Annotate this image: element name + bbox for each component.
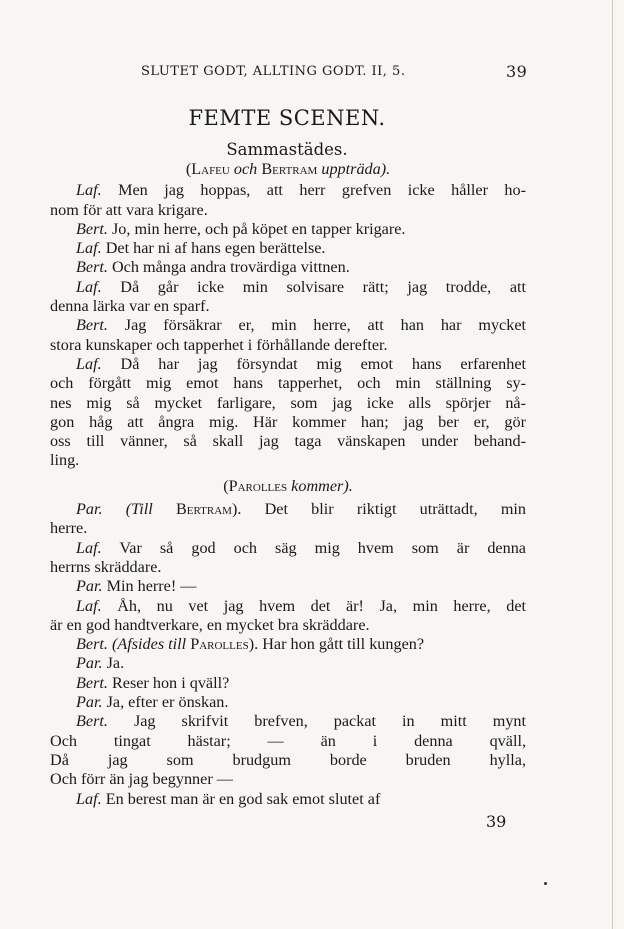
speaker-name: Bert. [76, 219, 108, 238]
dialogue-line [50, 519, 526, 538]
line-text: En berest man är en god sak emot slutet af [105, 789, 381, 808]
ink-speck [544, 882, 547, 885]
line-text: Det har ni af hans egen berättelse. [105, 239, 326, 258]
dialogue-line [50, 239, 526, 258]
speaker-name: Laf. [76, 789, 102, 808]
dialogue-line [50, 693, 526, 712]
speaker-name: Laf. [76, 538, 102, 557]
line-text: denna lärka var en sparf. [50, 297, 210, 316]
speaker-name: Bert. [76, 712, 108, 731]
line-text: nes mig så mycket farligare, som jag icke alls spörjer nå- [50, 393, 526, 412]
dialogue-line [50, 432, 526, 451]
speaker-name: Par. [76, 654, 103, 673]
dialogue-line [50, 220, 526, 239]
dialogue-line [50, 732, 526, 751]
dialogue-line [50, 577, 526, 596]
dialogue-line [50, 336, 526, 355]
dialogue-block-1 [50, 181, 526, 470]
line-text: och förgått mig emot hans tapperhet, och min ställning sy- [50, 374, 526, 393]
line-text: stora kunskaper och tapperhet i förhållande derefter. [50, 335, 388, 354]
line-text: Reser hon i qväll? [111, 673, 230, 692]
line-text: Min herre! — [106, 577, 197, 596]
speaker-name: Par. [76, 577, 103, 596]
footer-catchword: 39 [486, 812, 507, 831]
dialogue-line: Par. (Till Bertram). Det blir riktigt uträttadt, min [76, 500, 527, 519]
page-number: 39 [506, 62, 528, 81]
scene-text-block-1 [50, 160, 526, 809]
line-text: ling. [50, 451, 80, 470]
speaker-name: Bert. [76, 258, 108, 277]
line-text: herre. [50, 519, 88, 538]
stage-direction-parolles: (Parolles kommer). [223, 476, 353, 495]
dialogue-line [50, 597, 526, 616]
stage-direction-entrance: (Lafeu och Bertram uppträda). [185, 160, 391, 178]
speaker-name: Bert. [76, 635, 108, 654]
running-title: SLUTET GODT, ALLTING GODT. II, 5. [141, 64, 406, 79]
dialogue-line [50, 181, 526, 200]
line-text: är en god handtverkare, en mycket bra skräddare. [50, 615, 370, 634]
line-text: Men jag hoppas, att herr grefven icke håller ho- [118, 181, 526, 200]
dialogue-line [50, 258, 526, 277]
dialogue-line [50, 654, 526, 673]
speaker-name: Par. [76, 500, 103, 519]
dialogue-line [50, 374, 526, 393]
line-text: Och många andra trovärdiga vittnen. [111, 258, 350, 277]
speaker-name: Laf. [76, 596, 102, 615]
line-text: oss till vänner, så skall jag taga vänskapen under behand- [50, 432, 526, 451]
scene-title: FEMTE SCENEN. [188, 106, 386, 130]
dialogue-line [50, 278, 526, 297]
speaker-name: Bert. [76, 316, 108, 335]
line-text: Då går icke min solvisare rätt; jag trodde, att [120, 277, 527, 296]
speaker-name: Laf. [76, 277, 102, 296]
dialogue-line [50, 316, 526, 335]
line-text: Det blir riktigt uträttadt, min [264, 500, 527, 519]
line-text: Då jag som brudgum borde bruden hylla, [50, 750, 526, 769]
dialogue-line [50, 770, 526, 789]
line-text: Ja. [106, 654, 125, 673]
dialogue-line [50, 201, 526, 220]
speaker-name: Laf. [76, 239, 102, 258]
speaker-name: Par. [76, 693, 103, 712]
dialogue-line [50, 413, 526, 432]
scene-place: Sammastädes. [226, 140, 348, 159]
line-text: Har hon gått till kungen? [262, 635, 425, 654]
line-text: nom för att vara krigare. [50, 200, 208, 219]
dialogue-line [50, 451, 526, 470]
line-text: Jag skrifvit brefven, packat in mitt mynt [133, 712, 526, 731]
dialogue-line [50, 790, 526, 809]
dialogue-line [50, 712, 526, 731]
dialogue-block-2 [50, 500, 526, 809]
line-text: Var så god och säg mig hvem som är denna [119, 538, 526, 557]
line-text: Jag försäkrar er, min herre, att han har mycket [124, 316, 527, 335]
line-text: Åh, nu vet jag hvem det är! Ja, min herre, det [117, 596, 527, 615]
line-text: gon håg att ångra mig. Här kommer han; jag ber er, gör [50, 412, 526, 431]
speaker-name: Laf. [76, 181, 102, 200]
speaker-name: Laf. [76, 354, 102, 373]
line-text: Och förr än jag begynner — [50, 770, 233, 789]
dialogue-line [50, 297, 526, 316]
line-text: Jo, min herre, och på köpet en tapper krigare. [111, 219, 406, 238]
dialogue-line [50, 355, 526, 374]
dialogue-line [50, 539, 526, 558]
dialogue-line [50, 394, 526, 413]
speaker-name: Bert. [76, 673, 108, 692]
line-text: Då har jag försyndat mig emot hans erfarenhet [120, 354, 527, 373]
line-text: herrns skräddare. [50, 557, 162, 576]
dialogue-line [50, 558, 526, 577]
dialogue-line [50, 674, 526, 693]
line-text: Och tingat hästar; — än i denna qväll, [50, 731, 526, 750]
dialogue-line: Bert. (Afsides till Parolles). Har hon gått till kungen? [76, 635, 425, 654]
stage-direction: (Till [125, 500, 176, 519]
stage-direction: (Afsides till [111, 635, 191, 654]
line-text: Ja, efter er önskan. [106, 693, 229, 712]
dialogue-line [50, 751, 526, 770]
dialogue-line [50, 616, 526, 635]
